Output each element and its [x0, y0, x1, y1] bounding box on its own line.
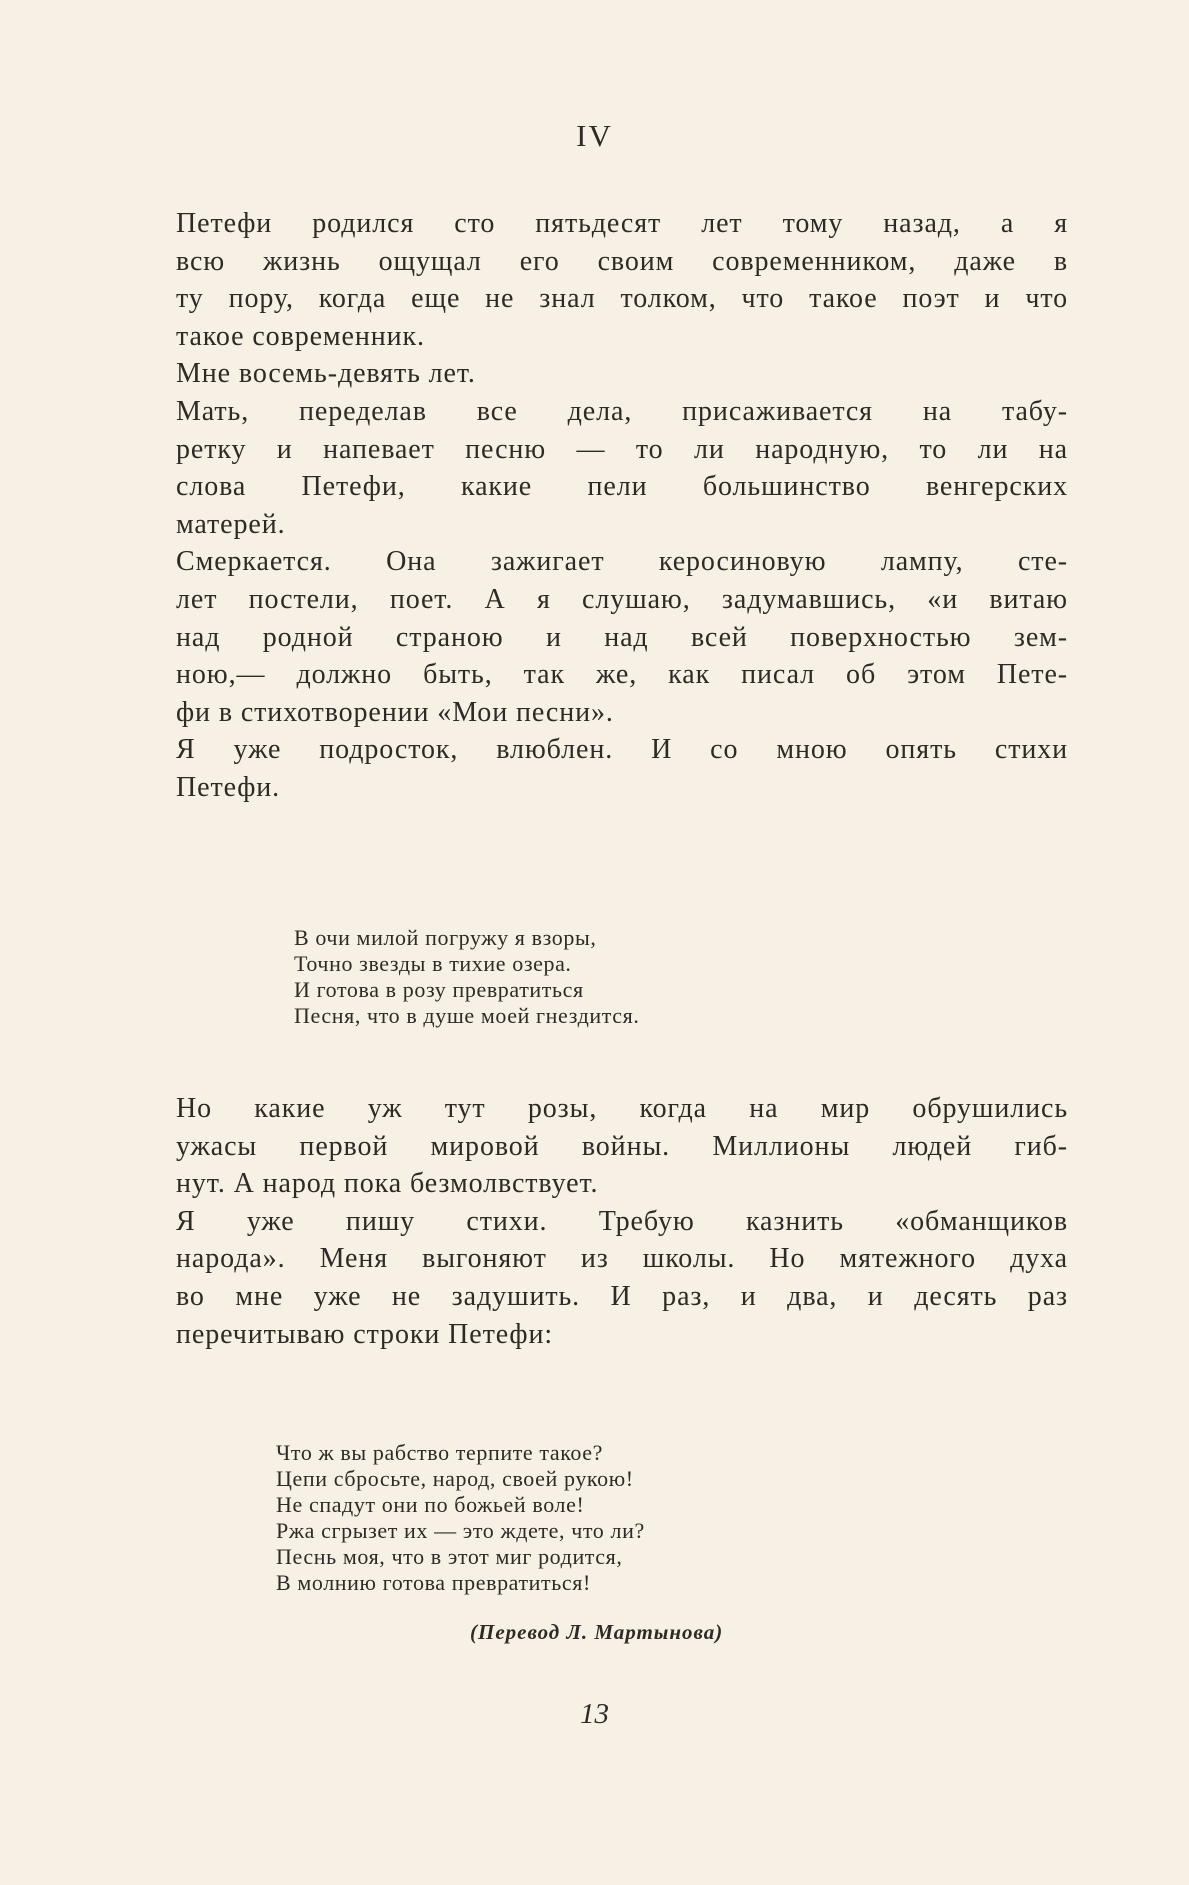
translation-credit: (Перевод Л. Мартынова) [470, 1620, 724, 1644]
verse-line: Песня, что в душе моей гнездится. [294, 1003, 640, 1028]
text-line: над родной страною и над всей поверхностью зем- [176, 621, 1068, 653]
text-line: ту пору, когда еще не знал толком, что такое поэт и что [176, 283, 1068, 315]
verse-line: Песнь моя, что в этот миг родится, [276, 1544, 623, 1569]
text-line: народа». Меня выгоняют из школы. Но мятежного духа [176, 1243, 1068, 1275]
text-line: матерей. [176, 508, 286, 540]
text-line: Но какие уж тут розы, когда на мир обрушились [176, 1093, 1068, 1124]
text-line: Я уже пишу стихи. Требую казнить «обманщиков [176, 1205, 1068, 1237]
text-block-1 [176, 205, 1068, 807]
chapter-number: IV [576, 118, 613, 153]
verse-line: Не спадут они по божьей воле! [276, 1492, 585, 1517]
text-line: лет постели, поет. А я слушаю, задумавшись, «и витаю [176, 583, 1068, 615]
text-block-2 [176, 1090, 1068, 1353]
text-line: Смеркается. Она зажигает керосиновую лампу, сте- [176, 546, 1068, 578]
text-line: ною,— должно быть, так же, как писал об этом Пете- [176, 659, 1068, 691]
verse-2 [276, 1440, 645, 1596]
text-line: Петефи. [176, 771, 281, 803]
page-number: 13 [580, 1698, 609, 1730]
verse-line: В очи милой погружу я взоры, [294, 925, 597, 950]
text-line: Мать, переделав все дела, присаживается на табу- [176, 395, 1068, 427]
verse-line: Что ж вы рабство терпите такое? [276, 1440, 603, 1465]
text-line: такое современник. [176, 320, 425, 352]
verse-line: Цепи сбросьте, народ, своей рукою! [276, 1466, 634, 1491]
text-line: нут. А народ пока безмолвствует. [176, 1168, 599, 1200]
verse-1 [294, 925, 639, 1029]
text-line: Я уже подросток, влюблен. И со мною опять стихи [176, 734, 1068, 766]
text-line: во мне уже не задушить. И раз, и два, и десять раз [176, 1280, 1068, 1312]
text-line: перечитываю строки Петефи: [176, 1318, 554, 1350]
text-line: фи в стихотворении «Мои песни». [176, 696, 614, 728]
verse-line: Ржа сгрызет их — это ждете, что ли? [276, 1518, 645, 1543]
text-line: Петефи родился сто пятьдесят лет тому назад, а я [176, 208, 1068, 239]
verse-line: В молнию готова превратиться! [276, 1570, 591, 1595]
verse-line: И готова в розу превратиться [294, 977, 584, 1002]
text-line: ретку и напевает песню — то ли народную, то ли на [176, 433, 1068, 465]
text-line: слова Петефи, какие пели большинство венгерских [176, 471, 1068, 503]
text-line: Мне восемь-девять лет. [176, 358, 476, 390]
text-line: ужасы первой мировой войны. Миллионы людей гиб- [176, 1130, 1068, 1162]
verse-line: Точно звезды в тихие озера. [294, 951, 572, 976]
text-line: всю жизнь ощущал его своим современником, даже в [176, 245, 1068, 277]
